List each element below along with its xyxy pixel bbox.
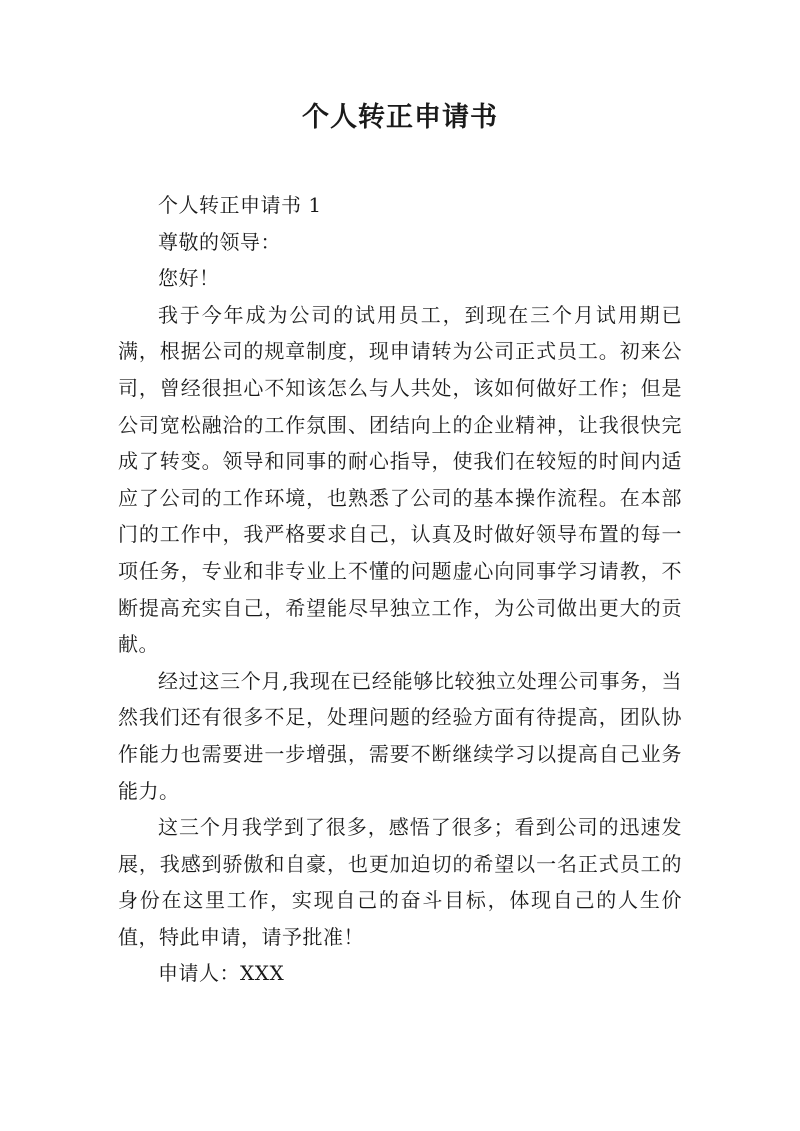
signature-line: 申请人：XXX xyxy=(158,961,285,986)
document-body xyxy=(118,187,682,992)
body-paragraph-3: 这三个月我学到了很多，感悟了很多；看到公司的迅速发展，我感到骄傲和自豪，也更加迫切的希望以一名正式员工的身份在这里工作，实现自己的奋斗目标，体现自己的人生价值，特此申请，请予批准！ xyxy=(118,815,682,949)
salutation: 尊敬的领导： xyxy=(158,229,281,254)
document-subtitle: 个人转正申请书 1 xyxy=(158,193,322,217)
body-paragraph-1: 我于今年成为公司的试用员工，到现在三个月试用期已满，根据公司的规章制度，现申请转为公司正式员工。初来公司，曾经很担心不知该怎么与人共处，该如何做好工作；但是公司宽松融洽的工作氛围、团结向上的企业精神，让我很快完成了转变。领导和同事的耐心指导，使我们在较短的时间内适应了公司的工作环境，也熟悉了公司的基本操作流程。在本部门的工作中，我严格要求自己，认真及时做好领导布置的每一项任务，专业和非专业上不懂的问题虚心向同事学习请教，不断提高充实自己，希望能尽早独立工作，为公司做出更大的贡献。 xyxy=(118,302,682,657)
greeting: 您好！ xyxy=(158,266,220,291)
document-title: 个人转正申请书 xyxy=(302,102,498,133)
body-paragraph-2: 经过这三个月,我现在已经能够比较独立处理公司事务，当然我们还有很多不足，处理问题的经验方面有待提高，团队协作能力也需要进一步增强，需要不断继续学习以提高自己业务能力。 xyxy=(118,668,682,803)
